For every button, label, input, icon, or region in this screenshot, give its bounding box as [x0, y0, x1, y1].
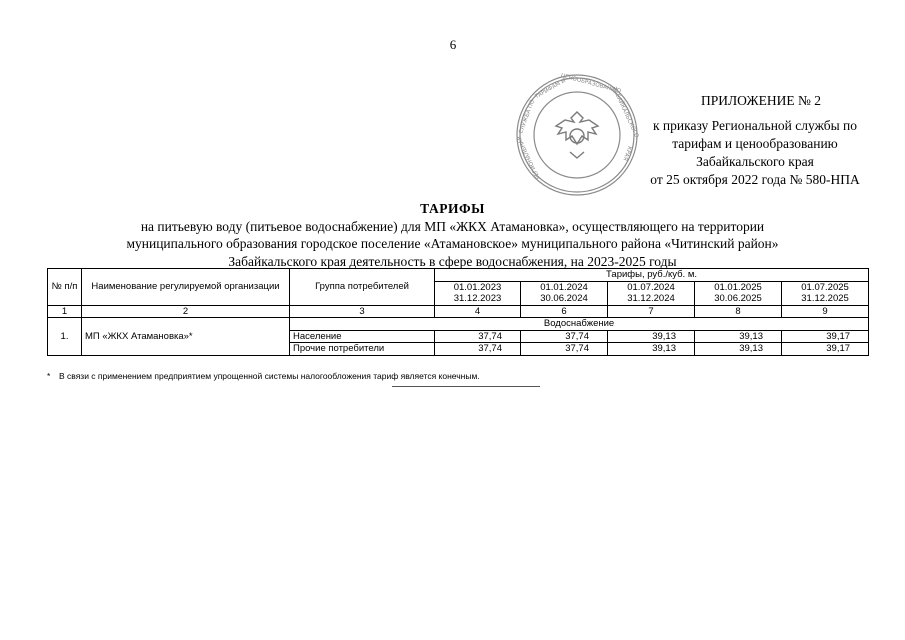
- consumer-group: Прочие потребители: [290, 343, 435, 356]
- page-number: 6: [449, 37, 457, 52]
- tariff-value: 37,74: [435, 330, 521, 343]
- period-to: 30.06.2024: [540, 293, 588, 304]
- column-number: 7: [608, 305, 695, 318]
- period-from: 01.01.2023: [453, 281, 502, 293]
- period-to: 31.12.2025: [801, 293, 849, 304]
- period-to: 30.06.2025: [714, 293, 762, 304]
- header-period: [608, 281, 695, 305]
- period-to: 31.12.2024: [627, 293, 675, 304]
- document-title: [60, 200, 845, 270]
- header-period: [435, 281, 521, 305]
- footnote-text: В связи с применением предприятием упрощенной системы налогообложения тариф является конечным.: [59, 371, 480, 381]
- column-number: 4: [435, 305, 521, 318]
- header-org: Наименование регулируемой организации: [82, 269, 290, 306]
- header-period: [695, 281, 782, 305]
- tariff-table: [47, 268, 869, 356]
- tariff-value: 39,17: [782, 330, 869, 343]
- tariff-value: 37,74: [521, 330, 608, 343]
- eagle-emblem-icon: [556, 112, 598, 158]
- appendix-line: от 25 октября 2022 года № 580-НПА: [650, 172, 860, 187]
- appendix-line: к приказу Региональной службы по: [652, 118, 858, 133]
- tariff-value: 39,17: [782, 343, 869, 356]
- tariff-value: 39,13: [608, 330, 695, 343]
- period-from: 01.07.2025: [801, 281, 849, 293]
- divider: [392, 386, 540, 387]
- organization-name: МП «ЖКХ Атамановка»*: [82, 318, 290, 356]
- section-header: Водоснабжение: [290, 318, 869, 331]
- seal-text-1: РЕГИОНАЛЬНАЯ: [516, 134, 542, 180]
- tariff-value: 37,74: [435, 343, 521, 356]
- seal-text-6: КРАЯ: [621, 145, 633, 162]
- tariff-value: 39,13: [695, 330, 782, 343]
- period-to: 31.12.2023: [453, 293, 502, 304]
- column-number: 1: [48, 305, 82, 318]
- title-line: Забайкальского края деятельность в сфере водоснабжения, на 2023-2025 годы: [228, 253, 677, 269]
- period-from: 01.01.2024: [540, 281, 588, 293]
- appendix-block: [600, 92, 905, 189]
- header-tariffs: Тарифы, руб./куб. м.: [435, 269, 869, 282]
- appendix-line: тарифам и ценообразованию: [672, 136, 838, 151]
- seal-text-5: ЗАБАЙКАЛЬСКОГО: [610, 86, 640, 139]
- tariff-value: 39,13: [695, 343, 782, 356]
- row-number: 1.: [48, 318, 82, 356]
- appendix-title: ПРИЛОЖЕНИЕ № 2: [700, 93, 822, 108]
- column-number: 6: [521, 305, 608, 318]
- column-number: 3: [290, 305, 435, 318]
- seal-text-2: СЛУЖБА ПО: [518, 99, 537, 135]
- tariff-value: 37,74: [521, 343, 608, 356]
- column-number: 9: [782, 305, 869, 318]
- footnote: [47, 371, 480, 381]
- title-line: муниципального образования городское поселение «Атамановское» муниципального района «Читинский район»: [126, 236, 779, 251]
- period-from: 01.01.2025: [714, 281, 762, 293]
- appendix-line: Забайкальского края: [696, 154, 814, 169]
- title-line: на питьевую воду (питьевое водоснабжение) для МП «ЖКХ Атамановка», осуществляющего на территории: [140, 218, 765, 234]
- tariff-value: 39,13: [608, 343, 695, 356]
- column-number-row: [48, 305, 869, 318]
- column-number: 2: [82, 305, 290, 318]
- title-main: ТАРИФЫ: [420, 201, 485, 216]
- header-num: № п/п: [48, 269, 82, 306]
- header-period: [782, 281, 869, 305]
- seal-text-4: ЦЕНООБРАЗОВАНИЮ: [559, 72, 622, 95]
- header-group: Группа потребителей: [290, 269, 435, 306]
- header-period: [521, 281, 608, 305]
- period-from: 01.07.2024: [627, 281, 675, 293]
- footnote-mark: *: [47, 371, 51, 381]
- column-number: 8: [695, 305, 782, 318]
- consumer-group: Население: [290, 330, 435, 343]
- seal-text-3: ТАРИФАМ И: [534, 77, 567, 101]
